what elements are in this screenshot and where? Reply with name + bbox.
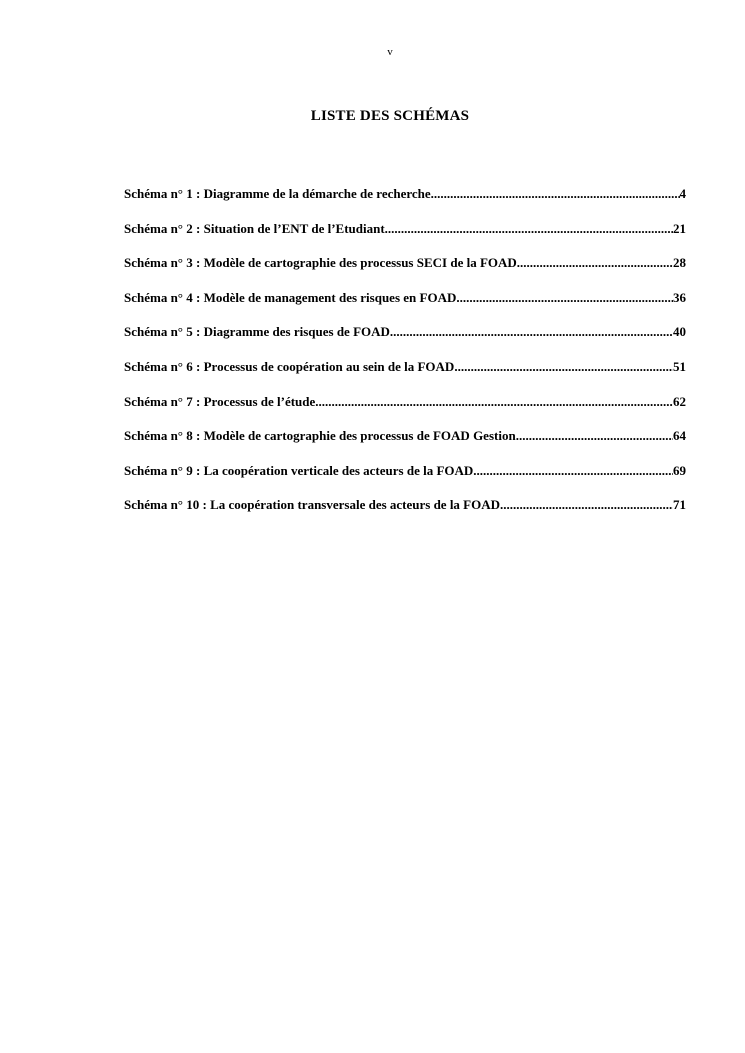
page-number: v: [387, 46, 393, 58]
toc-entry-label: Schéma n° 8 : Modèle de cartographie des processus de FOAD Gestion: [124, 428, 516, 444]
toc-entry-page-number: 21: [673, 220, 686, 236]
toc-entry: [124, 359, 686, 394]
toc-entry: [124, 255, 686, 290]
toc-entry-page-number: 64: [673, 428, 686, 444]
toc-entry-page-number: 40: [673, 324, 686, 340]
toc-entry: [124, 394, 686, 429]
toc-entry-page-number: 36: [673, 289, 686, 305]
toc-dot-leader: [516, 428, 673, 444]
toc-entry: [124, 428, 686, 463]
toc-entry-page-number: 69: [673, 462, 686, 478]
toc-entry-page-number: 4: [679, 186, 686, 201]
toc-entry: [124, 186, 686, 221]
toc-entry-page-number: 71: [673, 497, 686, 513]
toc-entry-page-number: 28: [673, 255, 686, 271]
toc-dot-leader: [431, 186, 680, 202]
toc-entry-page-number: 62: [673, 393, 686, 409]
toc-dot-leader: [517, 255, 673, 271]
toc-entry: [124, 221, 686, 256]
toc-entry-label: Schéma n° 2 : Situation de l’ENT de l’Etudiant: [124, 220, 385, 236]
toc-dot-leader: [390, 324, 673, 340]
toc-dot-leader: [456, 290, 673, 306]
toc-entry-label: Schéma n° 6 : Processus de coopération au sein de la FOAD: [124, 358, 455, 374]
toc-entry-label: Schéma n° 4 : Modèle de management des risques en FOAD: [124, 289, 457, 305]
toc-dot-leader: [454, 359, 673, 375]
toc-entry: [124, 290, 686, 325]
toc-entry-label: Schéma n° 5 : Diagramme des risques de FOAD: [124, 324, 390, 340]
toc-dot-leader: [500, 497, 673, 513]
toc-entry-label: Schéma n° 1 : Diagramme de la démarche de recherche: [124, 186, 431, 201]
toc-entry: [124, 497, 686, 532]
toc-entry-label: Schéma n° 9 : La coopération verticale des acteurs de la FOAD: [124, 462, 474, 478]
toc-entry-label: Schéma n° 10 : La coopération transversale des acteurs de la FOAD: [124, 497, 501, 513]
toc-dot-leader: [473, 463, 673, 479]
toc-entry: [124, 463, 686, 498]
toc-dot-leader: [385, 221, 673, 237]
page-title: LISTE DES SCHÉMAS: [310, 108, 470, 124]
toc-entry-label: Schéma n° 3 : Modèle de cartographie des processus SECI de la FOAD: [124, 255, 517, 271]
toc-dot-leader: [315, 394, 673, 410]
toc-entry-label: Schéma n° 7 : Processus de l’étude: [124, 393, 316, 409]
toc-entry: [124, 324, 686, 359]
toc-entry-page-number: 51: [673, 358, 686, 374]
list-of-figures: [124, 186, 686, 532]
